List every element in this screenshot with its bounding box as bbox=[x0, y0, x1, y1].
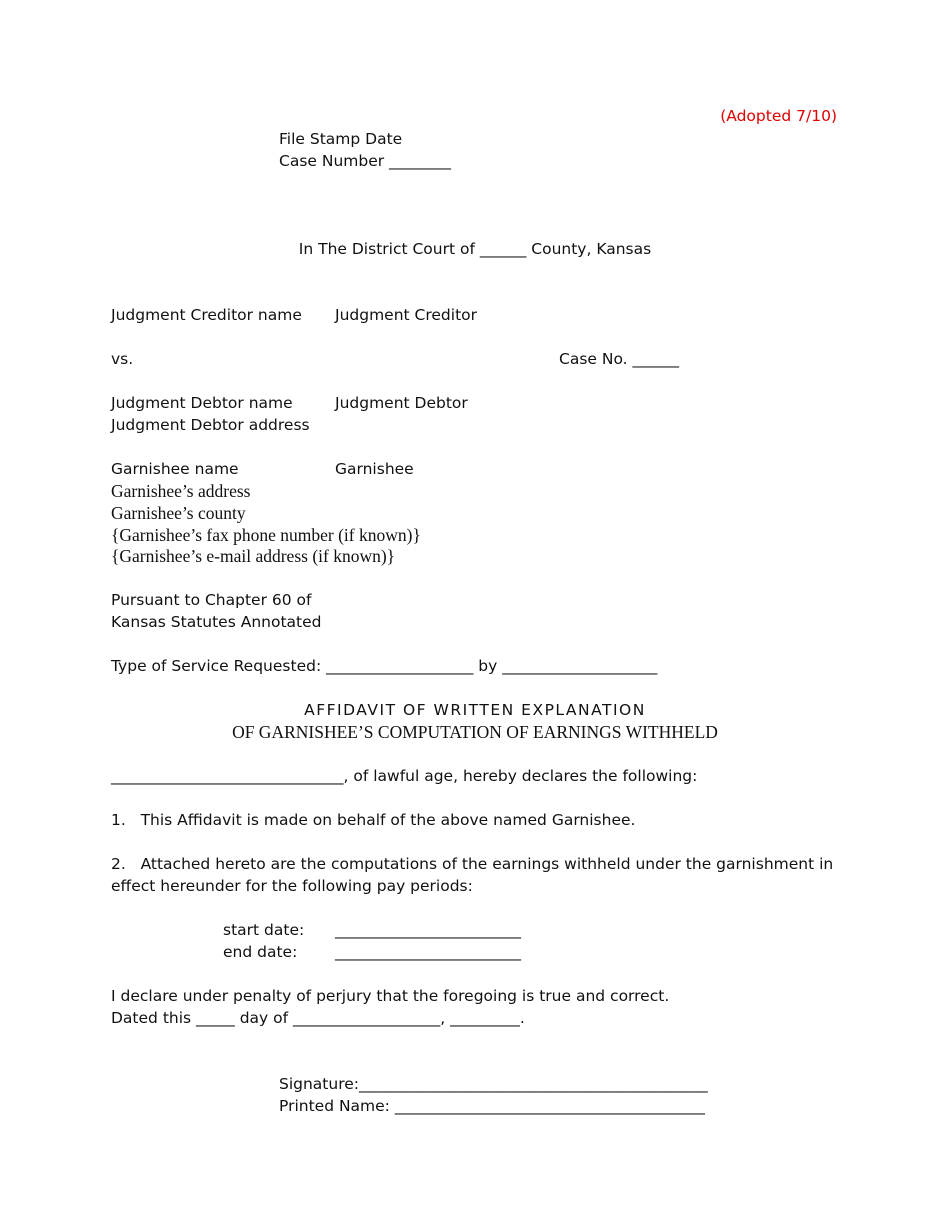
affidavit-title: AFFIDAVIT OF WRITTEN EXPLANATION bbox=[304, 701, 646, 719]
garnishee-name: Garnishee name bbox=[111, 460, 239, 478]
file-stamp-date: File Stamp Date bbox=[279, 130, 403, 148]
declarant-line: ______________________________, of lawful age, hereby declares the following: bbox=[111, 767, 698, 785]
service-requested: Type of Service Requested: ___________________ by ____________________ bbox=[111, 657, 658, 675]
debtor-role: Judgment Debtor bbox=[335, 394, 468, 412]
case-number: Case No. ______ bbox=[559, 350, 680, 368]
statute-line-2: Kansas Statutes Annotated bbox=[111, 613, 322, 631]
end-date-label: end date: bbox=[223, 943, 298, 961]
end-date-blank: ________________________ bbox=[335, 943, 521, 961]
garnishee-county: Garnishee’s county bbox=[111, 503, 246, 523]
item-2-line-2: effect hereunder for the following pay periods: bbox=[111, 877, 473, 895]
debtor-name: Judgment Debtor name bbox=[111, 394, 293, 412]
garnishee-email: {Garnishee’s e-mail address (if known)} bbox=[111, 546, 396, 566]
versus: vs. bbox=[111, 350, 134, 368]
start-date-label: start date: bbox=[223, 921, 305, 939]
case-number-top: Case Number ________ bbox=[279, 152, 452, 170]
creditor-name: Judgment Creditor name bbox=[111, 306, 302, 324]
item-2-line-1: 2. Attached hereto are the computations of the earnings withheld under the garnishment in bbox=[111, 855, 834, 873]
garnishee-address: Garnishee’s address bbox=[111, 481, 251, 501]
item-1: 1. This Affidavit is made on behalf of the above named Garnishee. bbox=[111, 811, 636, 829]
signature-line: Signature:_____________________________________________ bbox=[279, 1075, 708, 1093]
garnishee-role: Garnishee bbox=[335, 460, 414, 478]
affidavit-subtitle: OF GARNISHEE’S COMPUTATION OF EARNINGS WITHHELD bbox=[232, 722, 718, 742]
adopted-date-note: (Adopted 7/10) bbox=[720, 107, 837, 125]
statute-line-1: Pursuant to Chapter 60 of bbox=[111, 591, 312, 609]
printed-name-line: Printed Name: ________________________________________ bbox=[279, 1097, 705, 1115]
declaration-line-1: I declare under penalty of perjury that the foregoing is true and correct. bbox=[111, 987, 670, 1005]
creditor-role: Judgment Creditor bbox=[335, 306, 478, 324]
garnishee-fax: {Garnishee’s fax phone number (if known)} bbox=[111, 525, 421, 545]
declaration-line-2: Dated this _____ day of ___________________, _________. bbox=[111, 1009, 525, 1027]
start-date-blank: ________________________ bbox=[335, 921, 521, 939]
debtor-address: Judgment Debtor address bbox=[111, 416, 310, 434]
court-line: In The District Court of ______ County, Kansas bbox=[298, 240, 652, 258]
